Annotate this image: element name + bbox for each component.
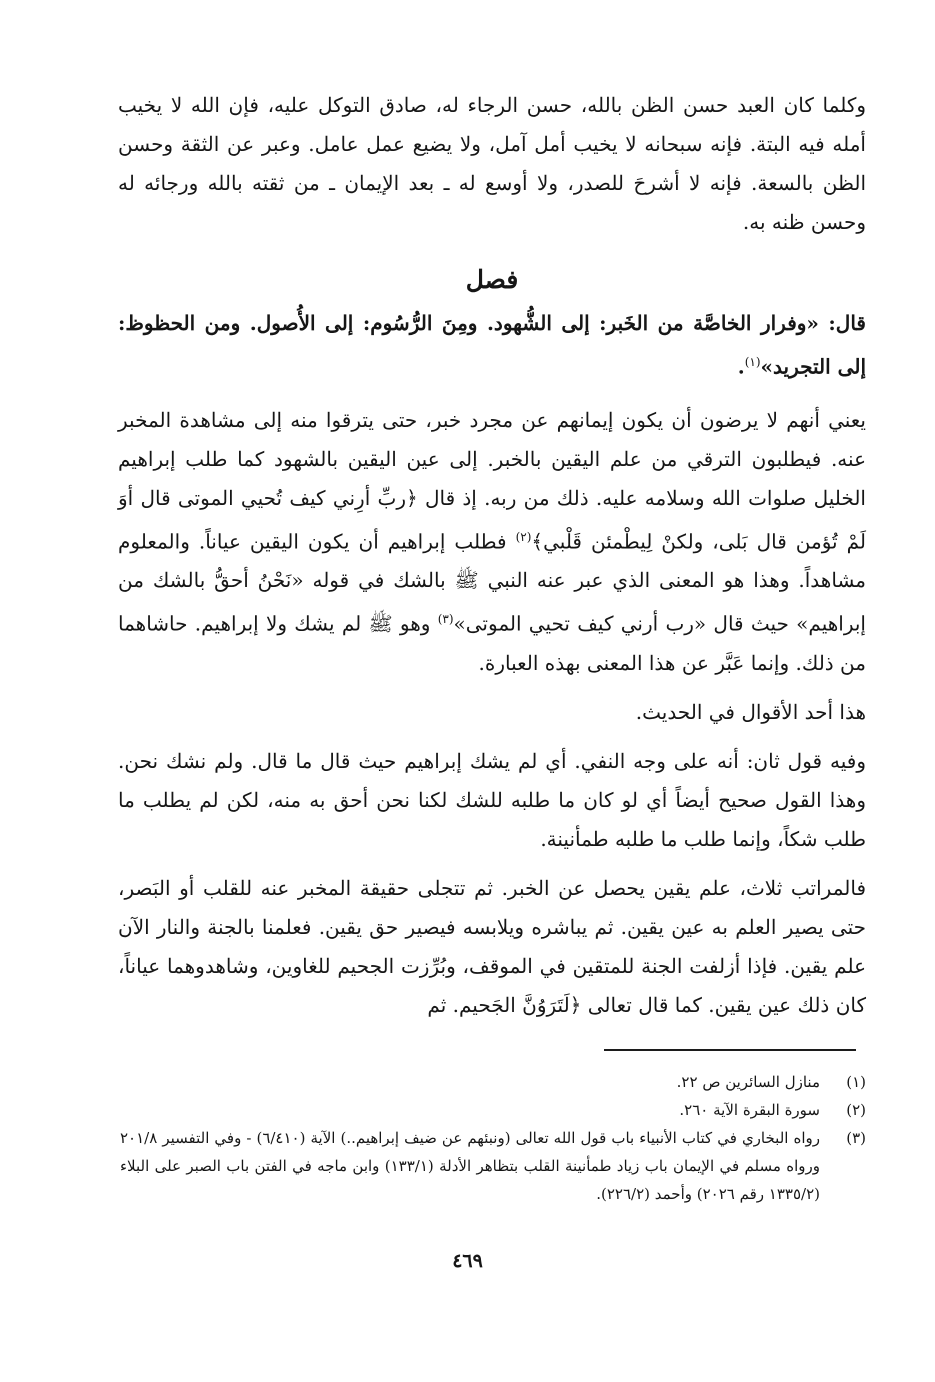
page-number: ٤٦٩ bbox=[452, 1250, 483, 1272]
section-title: فصل bbox=[465, 265, 519, 294]
paragraph-hadith-note: هذا أحد الأقوال في الحديث. bbox=[635, 699, 866, 724]
footnote-ref-1: (١) bbox=[744, 355, 761, 369]
footnote-divider bbox=[604, 1049, 856, 1051]
quote-end: . bbox=[737, 354, 745, 379]
footnote-number: (٢) bbox=[846, 1101, 866, 1119]
footnote-ref-3: (٣) bbox=[437, 612, 454, 627]
footnote-text: سورة البقرة الآية ٢٦٠. bbox=[679, 1101, 820, 1119]
footnote-ref-2: (٢) bbox=[515, 529, 532, 544]
footnote-text: منازل السائرين ص ٢٢. bbox=[676, 1073, 820, 1091]
footnote-item bbox=[120, 1096, 866, 1124]
footnotes bbox=[120, 1068, 866, 1208]
footnote-number: (٣) bbox=[846, 1129, 866, 1147]
paragraph-explanation bbox=[118, 401, 866, 683]
paragraph-second-opinion: وفيه قول ثان: أنه على وجه النفي. أي لم يشك إبراهيم حيث قال ما قال. ولم نشك نحن. وهذا القول صحيح أيضاً أي لو كان ما طلبه للشك لكنا نحن أحق به منه، لكن لم يطلب ما طلب شكاً، وإنما طلب ما طلبه طمأنينة. bbox=[118, 748, 866, 851]
footnote-text: رواه البخاري في كتاب الأنبياء باب قول الله تعالى (ونبئهم عن ضيف إبراهيم..) الآية (٦/٤١٠) - وفي التفسير ٢٠١/٨ ورواه مسلم في الإيمان باب زياد طمأنينة القلب بتظاهر الأدلة (١٣٣/١) وابن ماجه في الفتن باب الصبر على البلاء (١٣٣٥/٢ رقم ٢٠٢٦) وأحمد (٢٢٦/٢). bbox=[120, 1129, 820, 1203]
footnote-number: (١) bbox=[846, 1073, 866, 1091]
paragraph-intro: وكلما كان العبد حسن الظن بالله، حسن الرجاء له، صادق التوكل عليه، فإن الله لا يخيب أمله فيه البتة. فإنه سبحانه لا يخيب أمل آمل، ولا يضيع عمل عامل. وعبر عن الثقة وحسن الظن بالسعة. فإنه لا أشرحَ للصدر، ولا أوسع له ـ بعد الإيمان ـ من ثقته بالله ورجائه له وحسن ظنه به. bbox=[118, 93, 866, 234]
footnote-item bbox=[120, 1124, 866, 1208]
author-quote bbox=[118, 304, 866, 387]
paragraph-explanation-part-b: فطلب إبراهيم أن يكون اليقين عياناً. والمعلوم مشاهداً. وهذا هو المعنى الذي عبر عنه النبي ﷺ بالشك في قوله «نَحْنُ أحقُّ بالشك من إبراهيم» حيث قال «رب أرني كيف تحيي الموتى» bbox=[118, 529, 866, 636]
paragraph-explanation-part-c: وهو ﷺ لم يشك ولا إبراهيم. حاشاهما من ذلك. وإنما عَبَّر عن هذا المعنى بهذه العبارة. bbox=[118, 611, 866, 675]
quote-text: قال: «وفرار الخاصَّة من الخَبر: إلى الشُّهود. ومِنَ الرُّسُوم: إلى الأُصول. ومن الحظوظ: إلى التجريد» bbox=[118, 311, 866, 379]
footnote-item bbox=[120, 1068, 866, 1096]
paragraph-explanation-part-a: يعني أنهم لا يرضون أن يكون إيمانهم عن مجرد خبر، حتى يترقوا منه إلى مشاهدة المخبر عنه. فيطلبون الترقي من علم اليقين بالخبر. إلى عين اليقين بالشهود كما طلب إبراهيم الخليل صلوات الله وسلامه عليه. ذلك من ربه. إذ قال ﴿ربِّ أرِني كيف تُحيي الموتى قال أوَ لَمْ تُؤمن قال بَلى، ولكنْ لِيطْمئن قَلْبي﴾ bbox=[118, 407, 866, 554]
paragraph-three-ranks: فالمراتب ثلاث، علم يقين يحصل عن الخبر. ثم تتجلى حقيقة المخبر عنه للقلب أو البَصر، حتى يصير العلم به عين يقين. ثم يباشره ويلابسه فيصير حق يقين. فعلمنا بالجنة والنار الآن علم يقين. فإذا أزلفت الجنة للمتقين في الموقف، وبُرِّزت الجحيم للغاوين، وشاهدوهما عياناً، كان ذلك عين يقين. كما قال تعالى ﴿لَتَرَوُنَّ الجَحيم. ثم bbox=[118, 875, 867, 1017]
page-body bbox=[118, 86, 866, 1025]
